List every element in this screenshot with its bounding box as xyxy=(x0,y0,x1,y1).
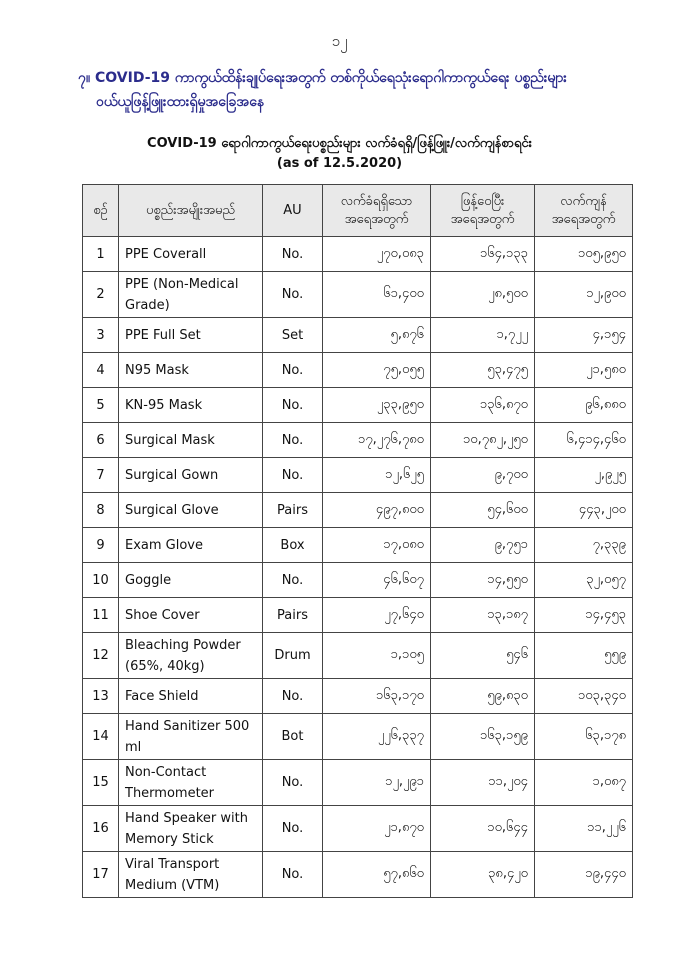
row-sn: 4 xyxy=(83,353,119,388)
table-body xyxy=(83,237,633,898)
row-received: ၁၂,၆၂၅ xyxy=(323,458,431,493)
row-received: ၄၉၇,၈၀၀ xyxy=(323,493,431,528)
row-item-name: Surgical Glove xyxy=(119,493,263,528)
row-au: No. xyxy=(263,458,323,493)
row-au: Box xyxy=(263,528,323,563)
row-received: ၁၆၃,၁၇၀ xyxy=(323,679,431,714)
row-received: ၂၂၆,၃၃၇ xyxy=(323,714,431,760)
row-distributed: ၁၆၃,၁၅၉ xyxy=(431,714,535,760)
table-row xyxy=(83,563,633,598)
row-balance: ၁၀၅,၉၅၀ xyxy=(535,237,633,272)
table-row xyxy=(83,493,633,528)
row-balance: ၄,၁၅၄ xyxy=(535,318,633,353)
table-row xyxy=(83,458,633,493)
col-header-au: AU xyxy=(263,185,323,237)
row-sn: 7 xyxy=(83,458,119,493)
row-au: No. xyxy=(263,237,323,272)
row-item-name: Surgical Gown xyxy=(119,458,263,493)
table-row xyxy=(83,714,633,760)
row-received: ၁၇,၂၇၆,၇၈၀ xyxy=(323,423,431,458)
row-au: Pairs xyxy=(263,493,323,528)
row-distributed: ၁၃,၁၈၇ xyxy=(431,598,535,633)
row-balance: ၅၅၉ xyxy=(535,633,633,679)
row-sn: 16 xyxy=(83,806,119,852)
table-title-line-1: COVID-19 ရောဂါကာကွယ်ရေးပစ္စည်းများ လက်ခံရရှိ/ဖြန့်ဖြူး/လက်ကျန်စာရင်း xyxy=(147,136,532,151)
row-sn: 2 xyxy=(83,272,119,318)
table-row xyxy=(83,528,633,563)
row-received: ၂၇,၆၄၀ xyxy=(323,598,431,633)
row-sn: 1 xyxy=(83,237,119,272)
row-distributed: ၉,၇၅၁ xyxy=(431,528,535,563)
table-row xyxy=(83,388,633,423)
row-au: Drum xyxy=(263,633,323,679)
row-received: ၂၃၃,၉၅၀ xyxy=(323,388,431,423)
row-distributed: ၅၃,၄၇၅ xyxy=(431,353,535,388)
row-item-name: Face Shield xyxy=(119,679,263,714)
row-au: No. xyxy=(263,760,323,806)
row-item-name: Hand Speaker with Memory Stick xyxy=(119,806,263,852)
row-balance: ၃၂,၀၅၇ xyxy=(535,563,633,598)
row-distributed: ၁၄,၅၅၀ xyxy=(431,563,535,598)
table-row xyxy=(83,237,633,272)
row-au: No. xyxy=(263,388,323,423)
row-distributed: ၂၈,၅၀၀ xyxy=(431,272,535,318)
row-sn: 3 xyxy=(83,318,119,353)
section-heading-line-1: ၇။ COVID-19 ကာကွယ်ထိန်းချုပ်ရေးအတွက် တစ်ကိုယ်ရေသုံးရောဂါကာကွယ်ရေး ပစ္စည်းများ xyxy=(78,70,567,86)
row-au: No. xyxy=(263,423,323,458)
row-sn: 13 xyxy=(83,679,119,714)
row-balance: ၇,၃၃၉ xyxy=(535,528,633,563)
col-header-item: ပစ္စည်းအမျိုးအမည် xyxy=(119,185,263,237)
row-au: No. xyxy=(263,272,323,318)
row-au: Bot xyxy=(263,714,323,760)
table-title xyxy=(0,134,679,174)
row-balance: ၁၁,၂၂၆ xyxy=(535,806,633,852)
row-distributed: ၃၈,၄၂၀ xyxy=(431,852,535,898)
row-distributed: ၅၄၆ xyxy=(431,633,535,679)
row-received: ၅၇,၈၆၀ xyxy=(323,852,431,898)
row-balance: ၆၃,၁၇၈ xyxy=(535,714,633,760)
page-number: ၁၂ xyxy=(331,32,348,50)
row-sn: 14 xyxy=(83,714,119,760)
row-received: ၂၇၀,၀၈၃ xyxy=(323,237,431,272)
row-distributed: ၁၀,၆၄၄ xyxy=(431,806,535,852)
row-distributed: ၅၄,၆၀၀ xyxy=(431,493,535,528)
row-balance: ၉၆,၈၈၀ xyxy=(535,388,633,423)
row-item-name: Viral Transport Medium (VTM) xyxy=(119,852,263,898)
row-item-name: N95 Mask xyxy=(119,353,263,388)
row-sn: 12 xyxy=(83,633,119,679)
row-sn: 9 xyxy=(83,528,119,563)
row-item-name: Bleaching Powder (65%, 40kg) xyxy=(119,633,263,679)
row-sn: 17 xyxy=(83,852,119,898)
row-item-name: KN-95 Mask xyxy=(119,388,263,423)
row-distributed: ၁,၇၂၂ xyxy=(431,318,535,353)
row-received: ၂၁,၈၇၀ xyxy=(323,806,431,852)
row-sn: 11 xyxy=(83,598,119,633)
row-sn: 5 xyxy=(83,388,119,423)
row-au: No. xyxy=(263,806,323,852)
row-balance: ၁၄,၄၅၃ xyxy=(535,598,633,633)
row-item-name: Goggle xyxy=(119,563,263,598)
row-distributed: ၁၃၆,၈၇၀ xyxy=(431,388,535,423)
row-balance: ၁၀၃,၃၄၀ xyxy=(535,679,633,714)
row-au: Pairs xyxy=(263,598,323,633)
row-item-name: PPE Full Set xyxy=(119,318,263,353)
row-received: ၁,၁၀၅ xyxy=(323,633,431,679)
row-balance: ၂၁,၅၈၀ xyxy=(535,353,633,388)
table-row xyxy=(83,679,633,714)
row-au: No. xyxy=(263,852,323,898)
row-balance: ၆,၄၁၄,၄၆၀ xyxy=(535,423,633,458)
row-sn: 6 xyxy=(83,423,119,458)
row-received: ၅,၈၇၆ xyxy=(323,318,431,353)
row-au: No. xyxy=(263,563,323,598)
row-au: No. xyxy=(263,679,323,714)
table-row xyxy=(83,806,633,852)
row-distributed: ၁၆၄,၁၃၃ xyxy=(431,237,535,272)
row-balance: ၁၉,၄၄၀ xyxy=(535,852,633,898)
row-item-name: Hand Sanitizer 500 ml xyxy=(119,714,263,760)
row-item-name: Exam Glove xyxy=(119,528,263,563)
row-au: No. xyxy=(263,353,323,388)
section-heading-line-2: ဝယ်ယူဖြန့်ဖြူးထားရှိမှုအခြေအနေ xyxy=(96,94,265,110)
col-header-received: လက်ခံရရှိသော အရေအတွက် xyxy=(323,185,431,237)
table-row xyxy=(83,598,633,633)
row-au: Set xyxy=(263,318,323,353)
row-distributed: ၅၉,၈၃၀ xyxy=(431,679,535,714)
table-title-date: (as of 12.5.2020) xyxy=(276,156,403,171)
row-balance: ၄၄၃,၂၀၀ xyxy=(535,493,633,528)
row-balance: ၁၂,၉၀၀ xyxy=(535,272,633,318)
col-header-balance: လက်ကျန် အရေအတွက် xyxy=(535,185,633,237)
row-received: ၆၁,၄၀၀ xyxy=(323,272,431,318)
row-sn: 8 xyxy=(83,493,119,528)
table-row xyxy=(83,353,633,388)
row-distributed: ၉,၇၀၀ xyxy=(431,458,535,493)
col-header-distributed: ဖြန့်ဝေပြီး အရေအတွက် xyxy=(431,185,535,237)
row-received: ၁၂,၂၉၁ xyxy=(323,760,431,806)
row-received: ၄၆,၆၀၇ xyxy=(323,563,431,598)
table-header-row xyxy=(83,185,633,237)
row-distributed: ၁၁,၂၀၄ xyxy=(431,760,535,806)
row-distributed: ၁၀,၇၈၂,၂၅၀ xyxy=(431,423,535,458)
row-sn: 15 xyxy=(83,760,119,806)
row-item-name: PPE Coverall xyxy=(119,237,263,272)
table-row xyxy=(83,633,633,679)
row-received: ၇၅,၀၅၅ xyxy=(323,353,431,388)
row-sn: 10 xyxy=(83,563,119,598)
row-item-name: PPE (Non-Medical Grade) xyxy=(119,272,263,318)
table-row xyxy=(83,423,633,458)
row-received: ၁၇,၀၈၀ xyxy=(323,528,431,563)
section-heading xyxy=(78,66,638,114)
table-row xyxy=(83,318,633,353)
ppe-stock-table xyxy=(82,184,633,898)
row-balance: ၂,၉၂၅ xyxy=(535,458,633,493)
row-item-name: Surgical Mask xyxy=(119,423,263,458)
table-row xyxy=(83,760,633,806)
table-row xyxy=(83,272,633,318)
row-balance: ၁,၀၈၇ xyxy=(535,760,633,806)
row-item-name: Non-Contact Thermometer xyxy=(119,760,263,806)
table-row xyxy=(83,852,633,898)
row-item-name: Shoe Cover xyxy=(119,598,263,633)
col-header-sn: စဉ် xyxy=(83,185,119,237)
